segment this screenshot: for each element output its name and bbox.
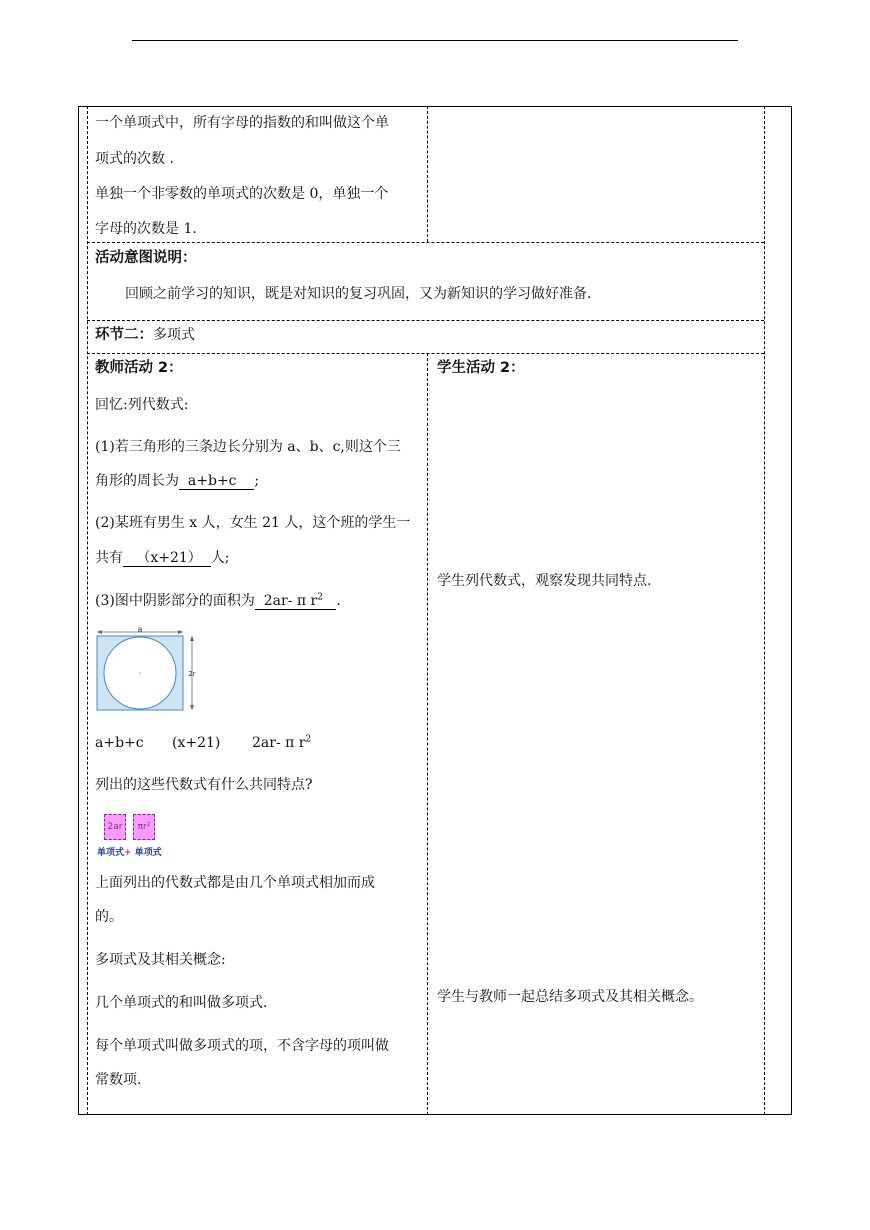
expression-3: 2ar- π $r^2$	[252, 734, 312, 751]
width-label: a	[137, 626, 143, 634]
table-divider	[427, 353, 428, 1115]
expression-2: (x+21)	[172, 735, 221, 751]
question-1-line-1: (1)若三角形的三条边长分别为 a、b、c,则这个三	[95, 439, 401, 455]
section-title: 多项式	[153, 327, 195, 343]
dimension-arrow	[190, 705, 194, 710]
degree-definition-line-2: 项式的次数 .	[95, 151, 174, 167]
monomial-box-2: πr²	[133, 814, 155, 840]
question-1-line-2: 角形的周长为 a+b+c ;	[95, 473, 260, 489]
degree-definition-line-4: 字母的次数是 1.	[95, 221, 197, 237]
student-heading: 学生活动 2：	[437, 360, 525, 376]
answer-2: （x+21）	[123, 550, 211, 566]
polynomial-definition: 几个单项式的和叫做多项式.	[95, 995, 268, 1011]
table-divider	[764, 106, 765, 1115]
dimension-arrow	[97, 630, 102, 634]
student-note-2: 学生与教师一起总结多项式及其相关概念。	[437, 989, 703, 1005]
conclusion-line-2: 的。	[95, 909, 123, 925]
monomial-box-1: 2ar	[104, 814, 126, 840]
table-divider	[87, 320, 764, 321]
circle-center	[139, 672, 140, 673]
teacher-heading: 教师活动 2：	[95, 360, 183, 376]
table-divider	[87, 106, 88, 1115]
dimension-arrow	[190, 636, 194, 641]
answer-1: a+b+c	[179, 473, 255, 489]
monomial-tags: 单项式+ 单项式	[97, 848, 162, 858]
table-divider	[87, 242, 764, 243]
answer-3: 2ar- π $r^2$	[255, 593, 336, 610]
concept-heading: 多项式及其相关概念:	[95, 952, 226, 968]
recall-text: 回忆:列代数式:	[95, 397, 189, 413]
table-divider	[427, 106, 428, 242]
expression-1: a+b+c	[95, 735, 144, 751]
degree-definition-line-3: 单独一个非零数的单项式的次数是 0，单独一个	[95, 186, 389, 202]
question-2-line-1: (2)某班有男生 x 人，女生 21 人，这个班的学生一	[95, 515, 411, 531]
table-divider	[87, 353, 764, 354]
height-label: 2r	[188, 670, 196, 678]
header-rule	[132, 40, 738, 41]
degree-definition-line-1: 一个单项式中，所有字母的指数的和叫做这个单	[95, 115, 389, 131]
dimension-arrow	[178, 630, 183, 634]
common-feature-question: 列出的这些代数式有什么共同特点?	[95, 777, 313, 793]
conclusion-line-1: 上面列出的代数式都是由几个单项式相加而成	[95, 875, 375, 891]
section-label: 环节二：	[95, 327, 153, 343]
section-heading	[95, 325, 195, 345]
shaded-area-figure	[95, 626, 205, 716]
student-note-1: 学生列代数式，观察发现共同特点.	[437, 573, 652, 589]
term-definition-line-2: 常数项.	[95, 1072, 142, 1088]
question-3: (3)图中阴影部分的面积为 2ar- π $r^2$ .	[95, 592, 341, 609]
question-2-line-2: 共有 （x+21） 人;	[95, 550, 230, 566]
intent-heading: 活动意图说明：	[95, 250, 197, 266]
intent-body: 回顾之前学习的知识，既是对知识的复习巩固，又为新知识的学习做好准备.	[125, 286, 592, 302]
term-definition-line-1: 每个单项式叫做多项式的项，不含字母的项叫做	[95, 1038, 389, 1054]
